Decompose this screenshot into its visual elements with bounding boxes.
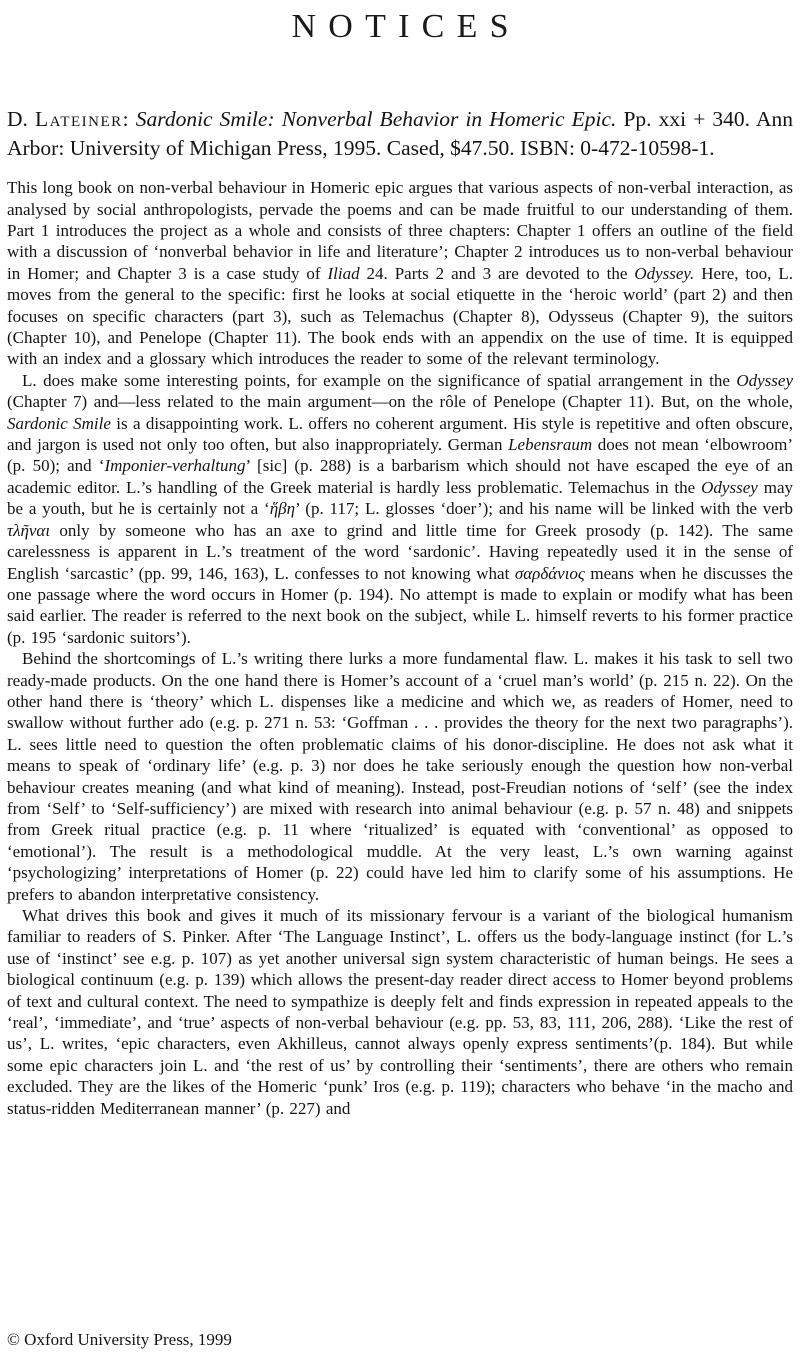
italic-text: Odyssey bbox=[701, 477, 758, 497]
review-paragraph bbox=[7, 905, 793, 1119]
italic-text: ἥβη bbox=[269, 499, 296, 519]
text-run: 24. Parts 2 and 3 are devoted to the bbox=[359, 263, 635, 283]
italic-text: Sardonic Smile bbox=[7, 413, 111, 433]
text-run: does not mean ‘elbowroom’ (p. 50); and ‘ bbox=[7, 435, 793, 476]
text-run: ’ [sic] (p. 288) is a barbarism which should not have escaped the eye of an academic editor. L.’s handling of the Greek material is hardly less problematic. Telemachus in the bbox=[7, 456, 793, 497]
book-review bbox=[7, 105, 793, 1119]
italic-text: Lebensraum bbox=[508, 435, 593, 455]
text-run: means when he discusses the one passage where the word occurs in Homer (p. 194). No attempt is made to explain or modify what has been said earlier. The reader is referred to the next book on the subject, while L. himself reverts to his former practice (p. 195 ‘sardonic suitors’). bbox=[7, 563, 793, 647]
italic-text: Odyssey bbox=[736, 370, 793, 390]
review-heading bbox=[7, 105, 793, 162]
text-run: L. does make some interesting points, for example on the significance of spatial arrangement in the bbox=[22, 370, 737, 390]
review-paragraph bbox=[7, 648, 793, 905]
italic-text: Iliad bbox=[327, 263, 360, 283]
text-run: is a disappointing work. L. offers no coherent argument. His style is repetitive and often obscure, and jargon is used not only too often, but also inappropriately. German bbox=[7, 413, 793, 455]
review-body bbox=[7, 177, 793, 1119]
text-run: What drives this book and gives it much of its missionary fervour is a variant of the biological humanism familiar to readers of S. Pinker. After ‘The Language Instinct’, L. offers us the body-language instinct (for L.’s use of ‘instinct’ see e.g. p. 107) as yet another universal sign system characteristic of human beings. He sees a biological continuum (e.g. p. 139) which allows the present-day reader direct access to Homer beyond problems of text and cultural context. The need to sympathize is deeply felt and finds expression in repeated appeals to the ‘real’, ‘immediate’, and ‘true’ aspects of non-verbal behaviour (e.g. pp. 53, 83, 111, 206, 288). ‘Like the rest of us’, L. writes, ‘epic characters, even Akhilleus, cannot always openly express sentiments’(p. 184). But while some epic characters join L. and ‘the rest of us’ by controlling their ‘sentiments’, there are others who remain excluded. They are the likes of the Homeric ‘punk’ Iros (e.g. p. 119); characters who behave ‘in the macho and status-ridden Mediterranean manner’ (p. 227) and bbox=[7, 906, 793, 1118]
text-run: may be a youth, but he is certainly not a ‘ bbox=[7, 477, 794, 519]
text-run: (Chapter 7) and—less related to the main argument—on the rôle of Penelope (Chapter 11). But, on the whole, bbox=[7, 392, 793, 412]
italic-text: σαρδάνιος bbox=[514, 563, 585, 583]
review-paragraph bbox=[7, 370, 793, 648]
italic-text: Sardonic Smile: Nonverbal Behavior in Homeric Epic. bbox=[135, 107, 617, 131]
italic-text: τλῆναι bbox=[7, 520, 51, 540]
text-run: ’ (p. 117; L. glosses ‘doer’); and his name will be linked with the verb bbox=[295, 499, 793, 519]
review-paragraph bbox=[7, 177, 793, 370]
text-run: only by someone who has an axe to grind and little time for Greek prosody (p. 142). The same carelessness is apparent in L.’s treatment of the word ‘sardonic’. Having repeatedly used it in the sense of English ‘sarcastic’ (pp. 99, 146, 163), L. confesses to not knowing what bbox=[7, 520, 793, 583]
text-run: Here, too, L. moves from the general to the specific: first he looks at social etiquette in the ‘heroic world’ (part 2) and then focuses on specific characters (part 3), such as Telemachus (Chapter 8), Odysseus (Chapter 9), the suitors (Chapter 10), and Penelope (Chapter 11). The book ends with an appendix on the use of time. It is equipped with an index and a glossary which introduces the reader to some of the relevant terminology. bbox=[7, 263, 793, 369]
text-run: Pp. xxi + 340. Ann Arbor: University of Michigan Press, 1995. Cased, $47.50. ISBN: 0-472-10598-1. bbox=[7, 107, 793, 160]
page-title: NOTICES bbox=[291, 8, 521, 45]
text-run: : bbox=[122, 107, 136, 131]
italic-text: Odyssey. bbox=[634, 263, 695, 283]
text-run: Behind the shortcomings of L.’s writing there lurks a more fundamental flaw. L. makes it his task to sell two ready-made products. On the one hand there is Homer’s account of a ‘cruel man’s world’ (p. 215 n. 22). On the other hand there is ‘theory’ which L. dispenses like a medicine and which we, as readers of Homer, need to swallow without further ado (e.g. p. 271 n. 53: ‘Goffman . . . provides the theory for the next two paragraphs’). L. sees little need to question the often problematic claims of his donor-discipline. He does not ask what it means to speak of ‘ordinary life’ (e.g. p. 3) nor does he take seriously enough the question how non-verbal behaviour creates meaning (and what kind of meaning). Instead, post-Freudian notions of ‘self’ (see the index from ‘Self’ to ‘Self-sufficiency’) are mixed with research into animal behaviour (e.g. p. 57 n. 48) and snippets from Greek ritual practice (e.g. p. 11 where ‘ritualized’ is equated with ‘conventional’ as opposed to ‘emotional’). The result is a methodological muddle. At the very least, L.’s own warning against ‘psychologizing’ interpretations of Homer (p. 22) could have led him to clarify some of his assumptions. He prefers to abandon interpretative consistency. bbox=[7, 649, 793, 904]
text-run: D. bbox=[7, 107, 35, 131]
smallcaps-text: Lateiner bbox=[35, 107, 123, 131]
italic-text: Imponier-verhaltung bbox=[104, 456, 246, 476]
copyright-notice: © Oxford University Press, 1999 bbox=[7, 1330, 232, 1349]
text-run: This long book on non-verbal behaviour in Homeric epic argues that various aspects of non-verbal interaction, as analysed by social anthropologists, pervade the poems and can be made fruitful to our understanding of them. Part 1 introduces the project as a whole and consists of three chapters: Chapter 1 offers an outline of the field with a discussion of ‘nonverbal behavior in life and literature’; Chapter 2 introduces us to non-verbal behaviour in Homer; and Chapter 3 is a case study of bbox=[7, 178, 793, 283]
